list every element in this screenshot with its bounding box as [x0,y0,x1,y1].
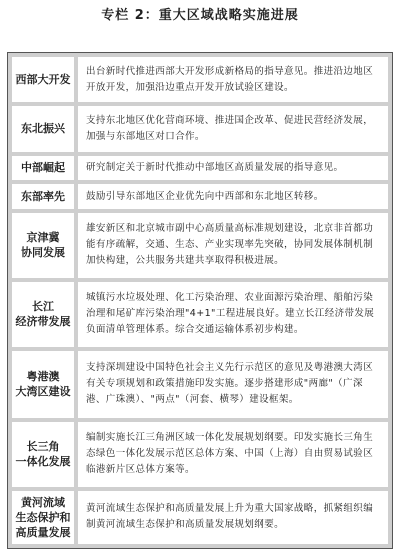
table-row [12,184,388,209]
table-row [12,491,388,544]
row-content: 支持东北地区优化营商环境、推进国企改革、促进民营经济发展，加强与东部地区对口合作。 [78,106,388,151]
table-row [12,282,388,347]
row-content: 黄河流域生态保护和高质量发展上升为重大国家战略，抓紧组织编制黄河流域生态保护和高质量发展规划纲要。 [78,491,388,544]
row-content: 城镇污水垃圾处理、化工污染治理、农业面源污染治理、船舶污染治理和尾矿库污染治理"4+1"工程进展良好。建立长江经济带发展负面清单管理体系。综合交通运输体系初步构建。 [78,282,388,347]
row-label: 京津冀 协同发展 [12,213,74,278]
row-label: 长三角 一体化发展 [12,422,74,487]
page-title: 专栏 2：重大区域战略实施进展 [101,8,299,23]
row-label: 西部大开发 [12,57,74,102]
row-label: 长江 经济带发展 [12,282,74,347]
row-label: 东部率先 [12,184,74,209]
row-content: 出台新时代推进西部大开发形成新格局的指导意见。推进沿边地区开放开发，加强沿边重点开发开放试验区建设。 [78,57,388,102]
row-content: 雄安新区和北京城市副中心高质量高标准规划建设，北京非首都功能有序疏解，交通、生态、产业实现率先突破，协同发展体制机制加快构建，公共服务共建共享取得积极进展。 [78,213,388,278]
table-row [12,156,388,181]
table-row [12,213,388,278]
row-label: 中部崛起 [12,156,74,181]
row-content: 研究制定关于新时代推动中部地区高质量发展的指导意见。 [78,156,388,181]
table-row [12,57,388,102]
table-row [12,106,388,151]
row-content: 编制实施长江三角洲区域一体化发展规划纲要。印发实施长三角生态绿色一体化发展示范区总体方案、中国（上海）自由贸易试验区临港新片区总体方案等。 [78,422,388,487]
strategy-table [7,52,393,549]
table-row [12,351,388,418]
row-label: 东北振兴 [12,106,74,151]
table-row [12,422,388,487]
row-label: 黄河流域 生态保护和 高质量发展 [12,491,74,544]
row-content: 鼓励引导东部地区企业优先向中西部和东北地区转移。 [78,184,388,209]
row-content: 支持深圳建设中国特色社会主义先行示范区的意见及粤港澳大湾区有关专项规划和政策措施印发实施。逐步搭建形成"两廊"（广深港、广珠澳）、"两点"（河套、横琴）建设框架。 [78,351,388,418]
row-label: 粤港澳 大湾区建设 [12,351,74,418]
